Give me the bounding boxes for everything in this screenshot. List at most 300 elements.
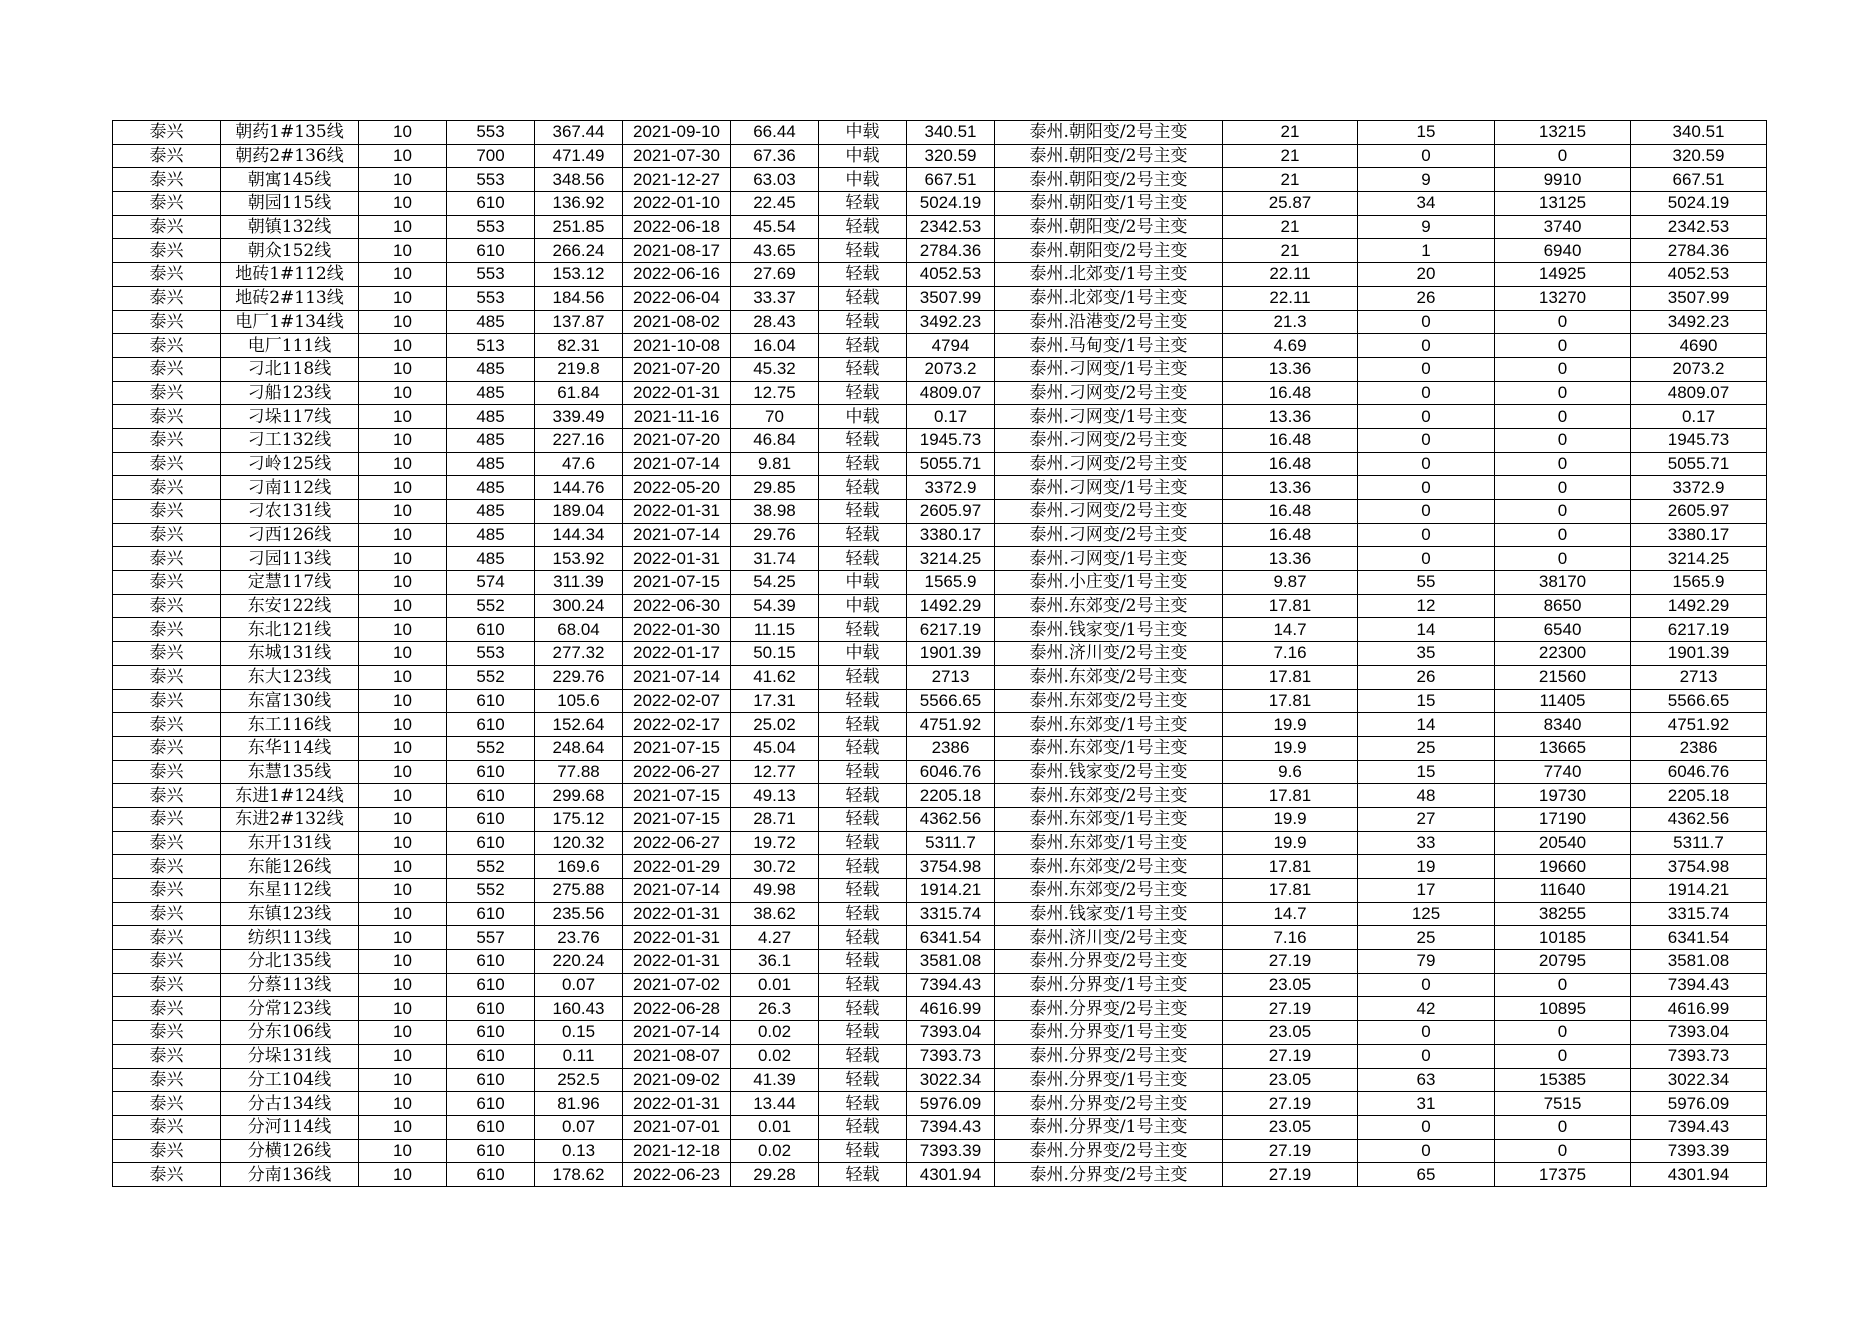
table-row — [113, 855, 1767, 879]
cell-load-status: 轻载 — [819, 1139, 907, 1163]
cell-max-load-date: 2021-12-18 — [623, 1139, 731, 1163]
cell-user-capacity: 6540 — [1495, 618, 1631, 642]
cell-substation: 泰州.济川变/2号主变 — [995, 926, 1223, 950]
cell-county: 泰兴 — [113, 263, 221, 287]
cell-user-count: 15 — [1358, 760, 1495, 784]
cell-max-load: 0.07 — [535, 973, 623, 997]
cell-remaining-capacity: 4751.92 — [1631, 713, 1767, 737]
table-row — [113, 736, 1767, 760]
cell-user-capacity: 0 — [1495, 1021, 1631, 1045]
cell-load-rate: 11.15 — [731, 618, 819, 642]
cell-remaining-capacity: 667.51 — [1631, 168, 1767, 192]
cell-voltage: 10 — [359, 784, 447, 808]
cell-substation: 泰州.分界变/1号主变 — [995, 1115, 1223, 1139]
cell-max-load-date: 2022-06-28 — [623, 997, 731, 1021]
cell-max-load-date: 2022-01-31 — [623, 381, 731, 405]
table-row — [113, 950, 1767, 974]
cell-rated-capacity: 552 — [447, 855, 535, 879]
cell-user-capacity: 0 — [1495, 1139, 1631, 1163]
cell-county: 泰兴 — [113, 926, 221, 950]
cell-transformer-value: 27.19 — [1223, 1092, 1358, 1116]
cell-load-status: 轻载 — [819, 1163, 907, 1187]
cell-user-capacity: 0 — [1495, 334, 1631, 358]
table-row — [113, 239, 1767, 263]
cell-substation: 泰州.刁网变/2号主变 — [995, 523, 1223, 547]
cell-max-load-date: 2021-07-14 — [623, 665, 731, 689]
table-row — [113, 926, 1767, 950]
cell-voltage: 10 — [359, 500, 447, 524]
cell-county: 泰兴 — [113, 192, 221, 216]
cell-available-capacity: 4751.92 — [907, 713, 995, 737]
cell-line-name: 朝园115线 — [221, 192, 359, 216]
cell-rated-capacity: 610 — [447, 760, 535, 784]
cell-rated-capacity: 610 — [447, 1115, 535, 1139]
cell-user-count: 0 — [1358, 357, 1495, 381]
cell-rated-capacity: 513 — [447, 334, 535, 358]
cell-load-status: 轻载 — [819, 713, 907, 737]
cell-load-status: 轻载 — [819, 357, 907, 381]
cell-user-capacity: 0 — [1495, 357, 1631, 381]
cell-available-capacity: 6217.19 — [907, 618, 995, 642]
cell-user-count: 0 — [1358, 1044, 1495, 1068]
cell-load-status: 轻载 — [819, 784, 907, 808]
cell-county: 泰兴 — [113, 239, 221, 263]
cell-line-name: 刁西126线 — [221, 523, 359, 547]
table-row — [113, 263, 1767, 287]
cell-max-load-date: 2021-07-15 — [623, 736, 731, 760]
cell-available-capacity: 2205.18 — [907, 784, 995, 808]
cell-transformer-value: 27.19 — [1223, 1163, 1358, 1187]
cell-max-load-date: 2022-06-23 — [623, 1163, 731, 1187]
cell-load-status: 轻载 — [819, 973, 907, 997]
cell-user-count: 15 — [1358, 689, 1495, 713]
cell-line-name: 东城131线 — [221, 642, 359, 666]
table-row — [113, 500, 1767, 524]
cell-max-load-date: 2022-01-29 — [623, 855, 731, 879]
cell-substation: 泰州.小庄变/1号主变 — [995, 571, 1223, 595]
cell-substation: 泰州.钱家变/1号主变 — [995, 618, 1223, 642]
cell-max-load: 152.64 — [535, 713, 623, 737]
cell-rated-capacity: 553 — [447, 286, 535, 310]
cell-rated-capacity: 553 — [447, 215, 535, 239]
cell-line-name: 分垛131线 — [221, 1044, 359, 1068]
cell-remaining-capacity: 5976.09 — [1631, 1092, 1767, 1116]
cell-rated-capacity: 610 — [447, 902, 535, 926]
cell-substation: 泰州.朝阳变/1号主变 — [995, 192, 1223, 216]
cell-county: 泰兴 — [113, 950, 221, 974]
cell-county: 泰兴 — [113, 334, 221, 358]
cell-substation: 泰州.马甸变/1号主变 — [995, 334, 1223, 358]
cell-load-status: 轻载 — [819, 1021, 907, 1045]
cell-voltage: 10 — [359, 997, 447, 1021]
cell-load-status: 轻载 — [819, 428, 907, 452]
cell-county: 泰兴 — [113, 215, 221, 239]
table-row — [113, 452, 1767, 476]
cell-remaining-capacity: 2605.97 — [1631, 500, 1767, 524]
cell-max-load: 275.88 — [535, 879, 623, 903]
cell-max-load-date: 2022-01-31 — [623, 1092, 731, 1116]
cell-line-name: 分东106线 — [221, 1021, 359, 1045]
cell-transformer-value: 16.48 — [1223, 381, 1358, 405]
cell-load-status: 中载 — [819, 642, 907, 666]
cell-county: 泰兴 — [113, 357, 221, 381]
table-row — [113, 215, 1767, 239]
cell-load-rate: 0.01 — [731, 973, 819, 997]
cell-voltage: 10 — [359, 239, 447, 263]
cell-voltage: 10 — [359, 807, 447, 831]
cell-line-name: 分古134线 — [221, 1092, 359, 1116]
cell-max-load: 169.6 — [535, 855, 623, 879]
cell-line-name: 刁岭125线 — [221, 452, 359, 476]
cell-user-count: 0 — [1358, 144, 1495, 168]
cell-user-count: 0 — [1358, 547, 1495, 571]
cell-transformer-value: 19.9 — [1223, 736, 1358, 760]
cell-voltage: 10 — [359, 310, 447, 334]
cell-remaining-capacity: 3380.17 — [1631, 523, 1767, 547]
cell-load-rate: 17.31 — [731, 689, 819, 713]
cell-line-name: 东工116线 — [221, 713, 359, 737]
cell-load-status: 轻载 — [819, 950, 907, 974]
cell-rated-capacity: 485 — [447, 500, 535, 524]
cell-user-count: 0 — [1358, 523, 1495, 547]
cell-line-name: 刁农131线 — [221, 500, 359, 524]
cell-max-load-date: 2022-02-07 — [623, 689, 731, 713]
cell-line-name: 电厂1#134线 — [221, 310, 359, 334]
cell-county: 泰兴 — [113, 571, 221, 595]
cell-rated-capacity: 610 — [447, 950, 535, 974]
cell-user-capacity: 22300 — [1495, 642, 1631, 666]
cell-max-load-date: 2022-06-04 — [623, 286, 731, 310]
table-row — [113, 902, 1767, 926]
cell-user-count: 31 — [1358, 1092, 1495, 1116]
cell-max-load: 266.24 — [535, 239, 623, 263]
cell-load-status: 轻载 — [819, 689, 907, 713]
cell-max-load-date: 2022-06-27 — [623, 760, 731, 784]
cell-max-load: 227.16 — [535, 428, 623, 452]
cell-line-name: 东开131线 — [221, 831, 359, 855]
cell-line-name: 东进1#124线 — [221, 784, 359, 808]
cell-transformer-value: 13.36 — [1223, 547, 1358, 571]
cell-max-load-date: 2022-02-17 — [623, 713, 731, 737]
cell-load-rate: 54.39 — [731, 594, 819, 618]
cell-load-rate: 22.45 — [731, 192, 819, 216]
cell-line-name: 分南136线 — [221, 1163, 359, 1187]
cell-load-rate: 16.04 — [731, 334, 819, 358]
cell-transformer-value: 16.48 — [1223, 428, 1358, 452]
cell-rated-capacity: 610 — [447, 239, 535, 263]
cell-user-capacity: 6940 — [1495, 239, 1631, 263]
cell-max-load-date: 2021-12-27 — [623, 168, 731, 192]
cell-user-count: 14 — [1358, 713, 1495, 737]
cell-user-capacity: 7740 — [1495, 760, 1631, 784]
cell-line-name: 分河114线 — [221, 1115, 359, 1139]
table-row — [113, 192, 1767, 216]
cell-voltage: 10 — [359, 831, 447, 855]
cell-substation: 泰州.分界变/2号主变 — [995, 1139, 1223, 1163]
cell-load-rate: 25.02 — [731, 713, 819, 737]
cell-max-load-date: 2021-07-14 — [623, 523, 731, 547]
cell-load-rate: 50.15 — [731, 642, 819, 666]
cell-remaining-capacity: 0.17 — [1631, 405, 1767, 429]
table-row — [113, 405, 1767, 429]
cell-rated-capacity: 485 — [447, 547, 535, 571]
cell-transformer-value: 14.7 — [1223, 902, 1358, 926]
cell-voltage: 10 — [359, 571, 447, 595]
cell-transformer-value: 23.05 — [1223, 1021, 1358, 1045]
cell-load-rate: 49.13 — [731, 784, 819, 808]
cell-user-capacity: 0 — [1495, 452, 1631, 476]
cell-load-status: 轻载 — [819, 1068, 907, 1092]
cell-load-rate: 29.85 — [731, 476, 819, 500]
cell-substation: 泰州.朝阳变/2号主变 — [995, 239, 1223, 263]
cell-rated-capacity: 485 — [447, 452, 535, 476]
cell-load-status: 轻载 — [819, 665, 907, 689]
cell-max-load-date: 2021-10-08 — [623, 334, 731, 358]
table-row — [113, 997, 1767, 1021]
cell-user-count: 0 — [1358, 476, 1495, 500]
table-row — [113, 642, 1767, 666]
table-row — [113, 807, 1767, 831]
cell-voltage: 10 — [359, 926, 447, 950]
cell-load-rate: 63.03 — [731, 168, 819, 192]
cell-voltage: 10 — [359, 1139, 447, 1163]
cell-max-load: 105.6 — [535, 689, 623, 713]
cell-user-capacity: 17190 — [1495, 807, 1631, 831]
cell-transformer-value: 27.19 — [1223, 950, 1358, 974]
table-row — [113, 689, 1767, 713]
cell-user-capacity: 3740 — [1495, 215, 1631, 239]
cell-line-name: 东华114线 — [221, 736, 359, 760]
cell-user-count: 25 — [1358, 736, 1495, 760]
cell-load-rate: 66.44 — [731, 121, 819, 145]
cell-transformer-value: 14.7 — [1223, 618, 1358, 642]
cell-max-load-date: 2022-01-30 — [623, 618, 731, 642]
cell-max-load: 153.92 — [535, 547, 623, 571]
cell-load-rate: 45.54 — [731, 215, 819, 239]
cell-user-count: 0 — [1358, 1139, 1495, 1163]
cell-substation: 泰州.北郊变/1号主变 — [995, 286, 1223, 310]
cell-line-name: 刁南112线 — [221, 476, 359, 500]
cell-load-rate: 38.98 — [731, 500, 819, 524]
cell-rated-capacity: 485 — [447, 523, 535, 547]
cell-remaining-capacity: 340.51 — [1631, 121, 1767, 145]
cell-county: 泰兴 — [113, 997, 221, 1021]
cell-substation: 泰州.分界变/1号主变 — [995, 973, 1223, 997]
cell-line-name: 东进2#132线 — [221, 807, 359, 831]
cell-remaining-capacity: 1914.21 — [1631, 879, 1767, 903]
cell-voltage: 10 — [359, 879, 447, 903]
cell-remaining-capacity: 4052.53 — [1631, 263, 1767, 287]
cell-available-capacity: 1901.39 — [907, 642, 995, 666]
cell-available-capacity: 2386 — [907, 736, 995, 760]
cell-user-capacity: 8340 — [1495, 713, 1631, 737]
cell-available-capacity: 3492.23 — [907, 310, 995, 334]
cell-max-load-date: 2021-08-17 — [623, 239, 731, 263]
cell-available-capacity: 5024.19 — [907, 192, 995, 216]
cell-load-status: 中载 — [819, 168, 907, 192]
cell-county: 泰兴 — [113, 381, 221, 405]
cell-transformer-value: 23.05 — [1223, 1115, 1358, 1139]
cell-line-name: 东星112线 — [221, 879, 359, 903]
cell-voltage: 10 — [359, 1068, 447, 1092]
cell-load-rate: 30.72 — [731, 855, 819, 879]
cell-max-load-date: 2021-09-10 — [623, 121, 731, 145]
cell-max-load: 77.88 — [535, 760, 623, 784]
cell-voltage: 10 — [359, 760, 447, 784]
cell-user-count: 20 — [1358, 263, 1495, 287]
cell-substation: 泰州.东郊变/2号主变 — [995, 665, 1223, 689]
cell-load-status: 轻载 — [819, 476, 907, 500]
cell-max-load-date: 2022-01-31 — [623, 500, 731, 524]
cell-max-load: 144.34 — [535, 523, 623, 547]
cell-user-capacity: 7515 — [1495, 1092, 1631, 1116]
cell-max-load: 175.12 — [535, 807, 623, 831]
cell-max-load-date: 2022-06-16 — [623, 263, 731, 287]
cell-user-count: 0 — [1358, 310, 1495, 334]
cell-county: 泰兴 — [113, 452, 221, 476]
cell-user-count: 33 — [1358, 831, 1495, 855]
cell-county: 泰兴 — [113, 642, 221, 666]
cell-county: 泰兴 — [113, 784, 221, 808]
cell-remaining-capacity: 1901.39 — [1631, 642, 1767, 666]
cell-user-count: 14 — [1358, 618, 1495, 642]
cell-rated-capacity: 610 — [447, 1139, 535, 1163]
cell-user-capacity: 15385 — [1495, 1068, 1631, 1092]
table-row — [113, 1163, 1767, 1187]
cell-available-capacity: 4794 — [907, 334, 995, 358]
cell-max-load: 248.64 — [535, 736, 623, 760]
cell-max-load: 471.49 — [535, 144, 623, 168]
cell-transformer-value: 7.16 — [1223, 926, 1358, 950]
cell-load-status: 轻载 — [819, 334, 907, 358]
cell-voltage: 10 — [359, 902, 447, 926]
cell-line-name: 定慧117线 — [221, 571, 359, 595]
cell-substation: 泰州.分界变/2号主变 — [995, 997, 1223, 1021]
cell-substation: 泰州.刁网变/1号主变 — [995, 476, 1223, 500]
cell-user-capacity: 38255 — [1495, 902, 1631, 926]
table-row — [113, 357, 1767, 381]
cell-transformer-value: 21.3 — [1223, 310, 1358, 334]
cell-user-capacity: 17375 — [1495, 1163, 1631, 1187]
cell-county: 泰兴 — [113, 831, 221, 855]
cell-voltage: 10 — [359, 428, 447, 452]
cell-line-name: 东大123线 — [221, 665, 359, 689]
cell-remaining-capacity: 4690 — [1631, 334, 1767, 358]
table-row — [113, 879, 1767, 903]
cell-rated-capacity: 610 — [447, 1163, 535, 1187]
cell-rated-capacity: 553 — [447, 642, 535, 666]
cell-user-capacity: 0 — [1495, 144, 1631, 168]
cell-available-capacity: 5311.7 — [907, 831, 995, 855]
cell-transformer-value: 22.11 — [1223, 286, 1358, 310]
cell-max-load: 219.8 — [535, 357, 623, 381]
cell-load-status: 中载 — [819, 121, 907, 145]
cell-voltage: 10 — [359, 594, 447, 618]
cell-load-rate: 41.62 — [731, 665, 819, 689]
cell-transformer-value: 27.19 — [1223, 1139, 1358, 1163]
cell-substation: 泰州.沿港变/2号主变 — [995, 310, 1223, 334]
cell-load-status: 中载 — [819, 571, 907, 595]
cell-county: 泰兴 — [113, 665, 221, 689]
cell-voltage: 10 — [359, 476, 447, 500]
cell-remaining-capacity: 6341.54 — [1631, 926, 1767, 950]
cell-user-capacity: 20795 — [1495, 950, 1631, 974]
cell-max-load-date: 2022-01-31 — [623, 926, 731, 950]
cell-transformer-value: 25.87 — [1223, 192, 1358, 216]
cell-remaining-capacity: 2205.18 — [1631, 784, 1767, 808]
cell-user-count: 65 — [1358, 1163, 1495, 1187]
cell-rated-capacity: 700 — [447, 144, 535, 168]
table-row — [113, 665, 1767, 689]
cell-max-load: 299.68 — [535, 784, 623, 808]
cell-remaining-capacity: 3372.9 — [1631, 476, 1767, 500]
cell-substation: 泰州.分界变/2号主变 — [995, 1163, 1223, 1187]
cell-load-status: 轻载 — [819, 618, 907, 642]
cell-remaining-capacity: 3754.98 — [1631, 855, 1767, 879]
cell-available-capacity: 7393.73 — [907, 1044, 995, 1068]
table-row — [113, 831, 1767, 855]
cell-remaining-capacity: 5055.71 — [1631, 452, 1767, 476]
cell-max-load: 0.13 — [535, 1139, 623, 1163]
cell-voltage: 10 — [359, 1021, 447, 1045]
cell-rated-capacity: 557 — [447, 926, 535, 950]
cell-max-load-date: 2021-09-02 — [623, 1068, 731, 1092]
cell-available-capacity: 2605.97 — [907, 500, 995, 524]
cell-county: 泰兴 — [113, 428, 221, 452]
cell-load-rate: 12.75 — [731, 381, 819, 405]
cell-load-rate: 43.65 — [731, 239, 819, 263]
table-row — [113, 334, 1767, 358]
cell-transformer-value: 17.81 — [1223, 689, 1358, 713]
cell-remaining-capacity: 7393.73 — [1631, 1044, 1767, 1068]
cell-load-status: 轻载 — [819, 1092, 907, 1116]
cell-max-load-date: 2021-11-16 — [623, 405, 731, 429]
cell-load-status: 轻载 — [819, 263, 907, 287]
cell-remaining-capacity: 1945.73 — [1631, 428, 1767, 452]
cell-user-capacity: 19730 — [1495, 784, 1631, 808]
cell-user-count: 15 — [1358, 121, 1495, 145]
cell-available-capacity: 4809.07 — [907, 381, 995, 405]
cell-voltage: 10 — [359, 736, 447, 760]
cell-voltage: 10 — [359, 168, 447, 192]
cell-user-count: 9 — [1358, 215, 1495, 239]
cell-load-rate: 67.36 — [731, 144, 819, 168]
cell-substation: 泰州.朝阳变/2号主变 — [995, 121, 1223, 145]
cell-line-name: 分工104线 — [221, 1068, 359, 1092]
table-row — [113, 144, 1767, 168]
cell-max-load: 137.87 — [535, 310, 623, 334]
cell-user-capacity: 21560 — [1495, 665, 1631, 689]
cell-user-count: 125 — [1358, 902, 1495, 926]
cell-available-capacity: 4301.94 — [907, 1163, 995, 1187]
cell-county: 泰兴 — [113, 286, 221, 310]
cell-max-load-date: 2021-07-15 — [623, 784, 731, 808]
cell-transformer-value: 9.87 — [1223, 571, 1358, 595]
cell-county: 泰兴 — [113, 689, 221, 713]
cell-load-rate: 28.71 — [731, 807, 819, 831]
cell-available-capacity: 3214.25 — [907, 547, 995, 571]
cell-load-status: 轻载 — [819, 926, 907, 950]
cell-available-capacity: 1945.73 — [907, 428, 995, 452]
cell-line-name: 朝寓145线 — [221, 168, 359, 192]
cell-user-count: 0 — [1358, 381, 1495, 405]
cell-county: 泰兴 — [113, 500, 221, 524]
cell-load-rate: 54.25 — [731, 571, 819, 595]
cell-available-capacity: 3022.34 — [907, 1068, 995, 1092]
cell-user-capacity: 0 — [1495, 476, 1631, 500]
cell-line-name: 东安122线 — [221, 594, 359, 618]
cell-available-capacity: 6046.76 — [907, 760, 995, 784]
